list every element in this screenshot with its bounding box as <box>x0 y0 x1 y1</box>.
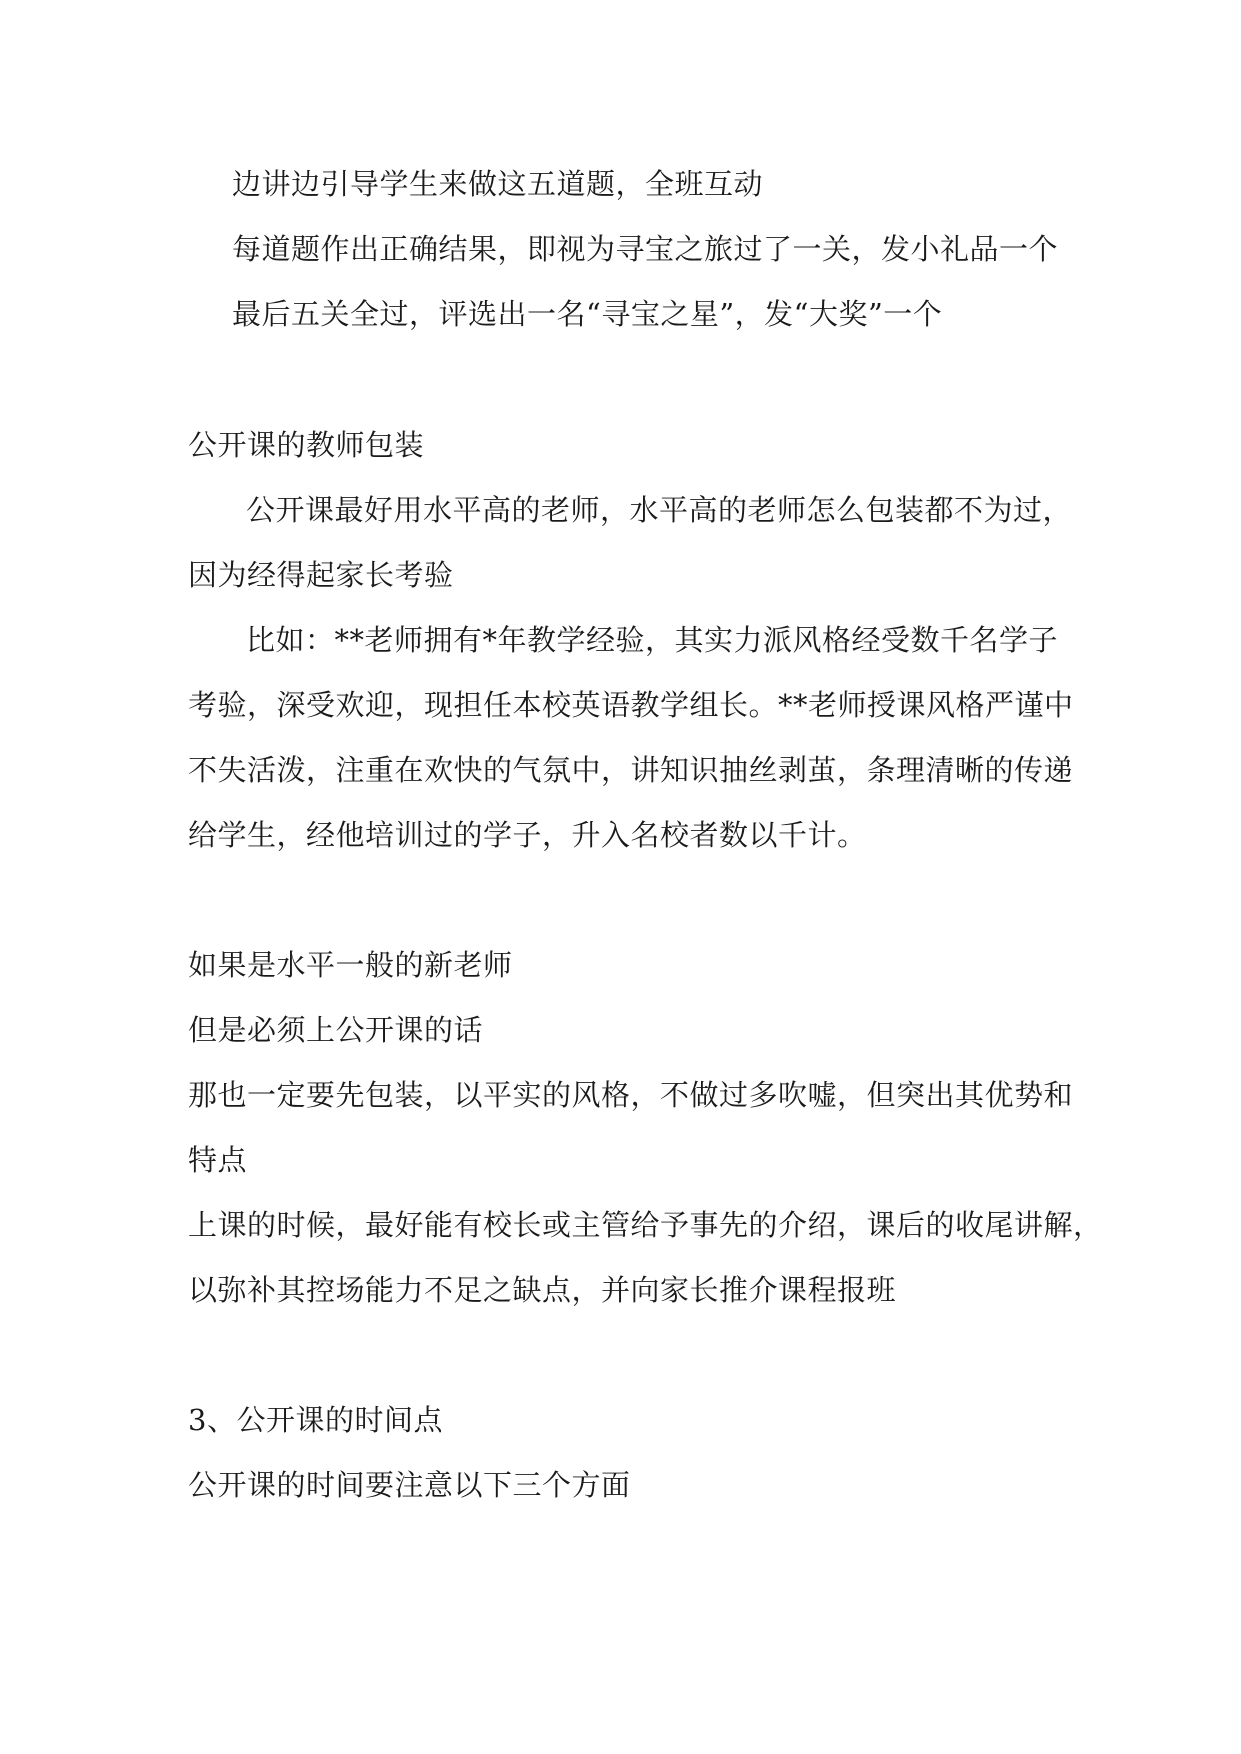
teacher-section-heading: 公开课的教师包装 <box>188 428 425 462</box>
intro-step-3: 最后五关全过，评选出一名“寻宝之星”，发“大奖”一个 <box>232 297 943 331</box>
new-teacher-line-4: 特点 <box>188 1143 248 1177</box>
teacher-para1-line1: 公开课最好用水平高的老师，水平高的老师怎么包装都不为过， <box>246 493 1073 527</box>
new-teacher-line-3: 那也一定要先包装，以平实的风格，不做过多吹嘘，但突出其优势和 <box>188 1078 1074 1112</box>
intro-step-2: 每道题作出正确结果，即视为寻宝之旅过了一关，发小礼品一个 <box>232 232 1059 266</box>
time-section-heading: 3、公开课的时间点 <box>188 1403 443 1437</box>
teacher-para2-line1: 比如：**老师拥有*年教学经验，其实力派风格经受数千名学子 <box>246 623 1059 657</box>
new-teacher-line-2: 但是必须上公开课的话 <box>188 1013 484 1047</box>
new-teacher-line-1: 如果是水平一般的新老师 <box>188 948 513 982</box>
teacher-para2-line4: 给学生，经他培训过的学子，升入名校者数以千计。 <box>188 818 867 852</box>
new-teacher-line-5: 上课的时候，最好能有校长或主管给予事先的介绍，课后的收尾讲解， <box>188 1208 1103 1242</box>
new-teacher-line-6: 以弥补其控场能力不足之缺点，并向家长推介课程报班 <box>188 1273 897 1307</box>
intro-step-1: 边讲边引导学生来做这五道题，全班互动 <box>232 167 764 201</box>
teacher-para2-line2: 考验，深受欢迎，现担任本校英语教学组长。**老师授课风格严谨中 <box>188 688 1074 722</box>
teacher-para1-line2: 因为经得起家长考验 <box>188 558 454 592</box>
time-section-intro: 公开课的时间要注意以下三个方面 <box>188 1468 631 1502</box>
teacher-para2-line3: 不失活泼，注重在欢快的气氛中，讲知识抽丝剥茧，条理清晰的传递 <box>188 753 1074 787</box>
